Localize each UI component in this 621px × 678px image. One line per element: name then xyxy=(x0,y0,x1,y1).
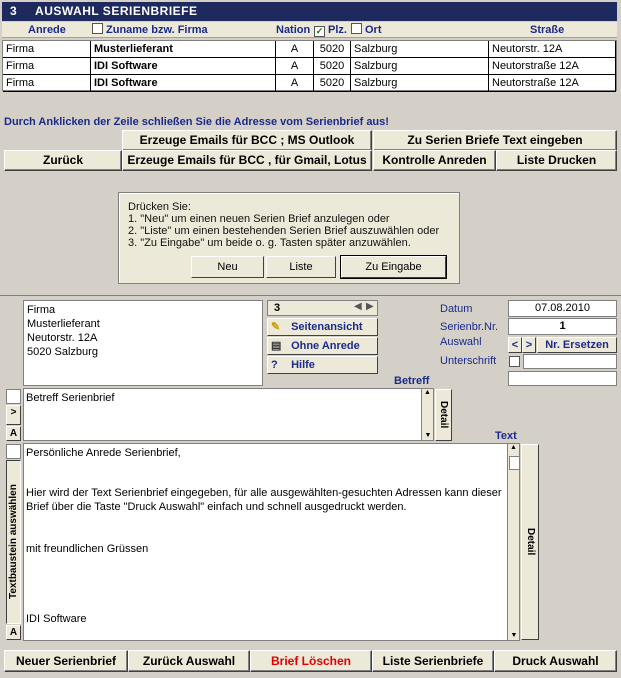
cell-firma: IDI Software xyxy=(91,75,276,92)
record-number: 3 xyxy=(274,302,281,314)
zuname-checkbox[interactable] xyxy=(92,23,103,34)
col-plz-label: Plz. xyxy=(328,24,347,36)
cell-ort: Salzburg xyxy=(351,58,489,75)
col-plz[interactable] xyxy=(314,22,347,38)
help-icon: ? xyxy=(271,359,278,371)
zurueck-auswahl-button[interactable]: Zurück Auswahl xyxy=(128,650,250,672)
hilfe-button[interactable] xyxy=(267,356,378,374)
table-row[interactable] xyxy=(3,41,616,58)
record-prev-icon[interactable]: ◀ xyxy=(354,301,362,312)
text-line: mit freundlichen Grüssen xyxy=(26,543,149,555)
instruction-panel xyxy=(118,192,460,284)
address-table xyxy=(2,40,617,91)
text-select-box[interactable] xyxy=(6,444,21,459)
text-detail-button[interactable]: Detail xyxy=(521,444,539,640)
cell-ort: Salzburg xyxy=(351,75,489,92)
col-ort-label: Ort xyxy=(365,24,382,36)
instruction-line: 2. "Liste" um einen bestehenden Serien Brief auszuwählen oder xyxy=(128,225,440,237)
scroll-down-icon[interactable]: ▼ xyxy=(424,432,432,439)
cell-firma: Musterlieferant xyxy=(91,41,276,58)
unterschrift-field[interactable] xyxy=(523,354,617,369)
cell-strasse: Neutorstraße 12A xyxy=(489,58,616,75)
betreff-gt-button[interactable]: > xyxy=(6,405,21,425)
serienbr-nr-field[interactable]: 1 xyxy=(508,318,617,335)
exclude-hint: Durch Anklicken der Zeile schließen Sie die Adresse vom Serienbrief aus! xyxy=(4,116,389,128)
seitenansicht-label: Seitenansicht xyxy=(291,321,363,333)
cell-anrede: Firma xyxy=(3,75,91,92)
address-block[interactable] xyxy=(23,300,263,386)
unterschrift-checkbox[interactable] xyxy=(509,356,520,367)
text-scrollbar[interactable] xyxy=(507,444,519,640)
betreff-textarea[interactable] xyxy=(23,388,434,441)
neu-button[interactable]: Neu xyxy=(191,256,264,278)
address-line: Firma xyxy=(27,304,56,316)
window-title xyxy=(2,2,617,21)
cell-nation: A xyxy=(276,75,314,92)
scroll-up-icon[interactable]: ▲ xyxy=(510,444,517,451)
text-line: IDI Software xyxy=(26,613,87,625)
record-navigator xyxy=(267,300,378,316)
scroll-down-icon[interactable]: ▼ xyxy=(510,632,518,639)
col-nation[interactable]: Nation xyxy=(276,24,311,36)
scroll-up-icon[interactable]: ▲ xyxy=(424,389,431,396)
instruction-line: Drücken Sie: xyxy=(128,201,191,213)
instruction-text xyxy=(128,201,439,249)
ort-checkbox[interactable] xyxy=(351,23,362,34)
liste-button[interactable]: Liste xyxy=(266,256,336,278)
cell-nation: A xyxy=(276,58,314,75)
text-textarea[interactable] xyxy=(23,443,520,641)
col-strasse[interactable]: Straße xyxy=(530,24,565,36)
document-icon: ▤ xyxy=(271,340,282,352)
magnifier-icon: ✎ xyxy=(271,321,281,333)
druck-auswahl-button[interactable]: Druck Auswahl xyxy=(494,650,617,672)
brief-loeschen-button[interactable]: Brief Löschen xyxy=(250,650,372,672)
ohne-anrede-label: Ohne Anrede xyxy=(291,340,360,352)
title-number: 3 xyxy=(10,4,18,18)
back-button[interactable]: Zurück xyxy=(4,150,122,171)
text-line: Persönliche Anrede Serienbrief, xyxy=(26,447,181,459)
cell-plz: 5020 xyxy=(314,58,351,75)
neuer-serienbrief-button[interactable]: Neuer Serienbrief xyxy=(4,650,128,672)
email-gmail-button[interactable]: Erzeuge Emails für BCC , für Gmail, Lotus xyxy=(122,150,372,171)
text-a-button[interactable]: A xyxy=(6,625,21,640)
seitenansicht-button[interactable] xyxy=(267,318,378,336)
datum-field[interactable]: 07.08.2010 xyxy=(508,300,617,317)
title-text: AUSWAHL SERIENBRIEFE xyxy=(35,4,198,18)
cell-anrede: Firma xyxy=(3,41,91,58)
section-divider xyxy=(0,295,621,296)
auswahl-next-button[interactable]: > xyxy=(522,337,536,353)
betreff-scrollbar[interactable] xyxy=(421,389,433,440)
col-zuname-label: Zuname bzw. Firma xyxy=(106,24,208,36)
betreff-detail-button[interactable]: Detail xyxy=(435,389,452,441)
serien-text-button[interactable]: Zu Serien Briefe Text eingeben xyxy=(373,130,617,151)
ohne-anrede-button[interactable] xyxy=(267,337,378,355)
address-line: Neutorstr. 12A xyxy=(27,332,98,344)
cell-ort: Salzburg xyxy=(351,41,489,58)
record-next-icon[interactable]: ▶ xyxy=(366,301,374,312)
table-row[interactable] xyxy=(3,58,616,75)
cell-firma: IDI Software xyxy=(91,58,276,75)
table-row[interactable] xyxy=(3,75,616,92)
col-anrede[interactable]: Anrede xyxy=(28,24,66,36)
cell-plz: 5020 xyxy=(314,41,351,58)
cell-plz: 5020 xyxy=(314,75,351,92)
cell-strasse: Neutorstraße 12A xyxy=(489,75,616,92)
text-label: Text xyxy=(495,430,517,442)
instruction-line: 1. "Neu" um einen neuen Serien Brief anzulegen oder xyxy=(128,213,390,225)
zu-eingabe-button[interactable]: Zu Eingabe xyxy=(341,256,446,278)
liste-serienbriefe-button[interactable]: Liste Serienbriefe xyxy=(372,650,494,672)
auswahl-label: Auswahl xyxy=(440,336,482,348)
email-outlook-button[interactable]: Erzeuge Emails für BCC ; MS Outlook xyxy=(122,130,372,151)
betreff-a-button[interactable]: A xyxy=(6,426,21,441)
plz-checkbox[interactable]: ✓ xyxy=(315,26,324,36)
address-line: 5020 Salzburg xyxy=(27,346,98,358)
instruction-line: 3. "Zu Eingabe" um beide o. g. Tasten später anzuwählen. xyxy=(128,237,411,249)
nr-ersetzen-button[interactable]: Nr. Ersetzen xyxy=(537,337,617,353)
cell-anrede: Firma xyxy=(3,58,91,75)
text-line: Hier wird der Text Serienbrief eingegeben, für alle ausgewählten-gesuchten Adressen kann dieser xyxy=(26,487,502,499)
col-zuname[interactable] xyxy=(92,22,208,38)
text-line: Brief über die Taste "Druck Auswahl" einfach und schnell ausgedruckt werden. xyxy=(26,501,407,513)
unterschrift-label: Unterschrift xyxy=(440,355,497,367)
liste-drucken-button[interactable]: Liste Drucken xyxy=(496,150,617,171)
unterschrift-field-2[interactable] xyxy=(508,371,617,386)
betreff-text: Betreff Serienbrief xyxy=(26,392,115,404)
textbaustein-button[interactable]: Textbaustein auswählen xyxy=(6,460,21,624)
col-ort[interactable] xyxy=(351,22,382,38)
scroll-thumb[interactable] xyxy=(509,456,520,470)
betreff-label: Betreff xyxy=(394,375,430,387)
cell-nation: A xyxy=(276,41,314,58)
serienbr-nr-label: Serienbr.Nr. xyxy=(440,321,499,333)
address-line: Musterlieferant xyxy=(27,318,100,330)
kontrolle-anreden-button[interactable]: Kontrolle Anreden xyxy=(373,150,496,171)
hilfe-label: Hilfe xyxy=(291,359,315,371)
datum-label: Datum xyxy=(440,303,473,315)
auswahl-prev-button[interactable]: < xyxy=(508,337,522,353)
betreff-select-box[interactable] xyxy=(6,389,21,404)
cell-strasse: Neutorstr. 12A xyxy=(489,41,616,58)
